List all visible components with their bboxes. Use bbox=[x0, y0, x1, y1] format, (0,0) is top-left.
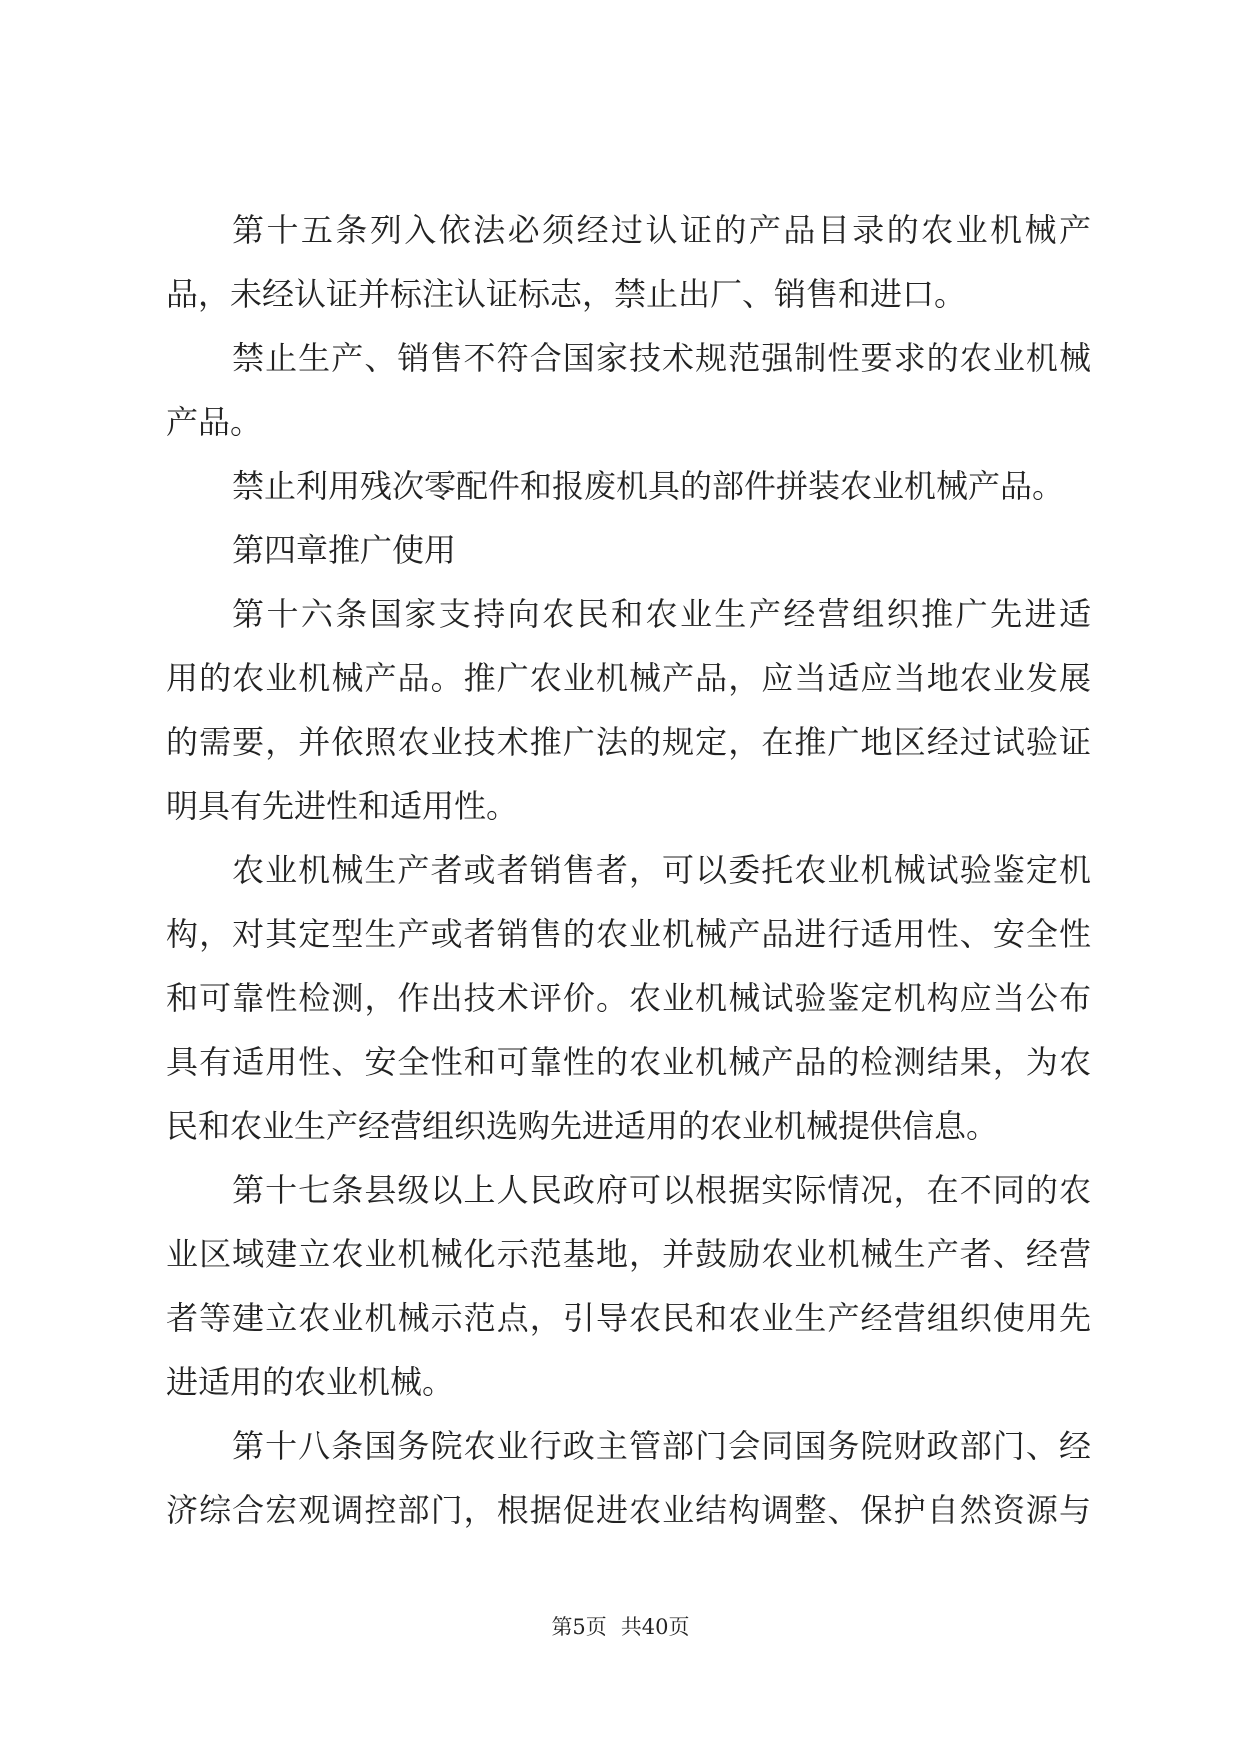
chapter-heading: 第四章推广使用 bbox=[232, 531, 457, 569]
total-pages: 共40页 bbox=[620, 1615, 690, 1639]
paragraph-line: 者等建立农业机械示范点，引导农民和农业生产经营组织使用先 bbox=[166, 1299, 1091, 1337]
paragraph-line: 第十五条列入依法必须经过认证的产品目录的农业机械产 bbox=[232, 211, 1091, 249]
paragraph-line: 具有适用性、安全性和可靠性的农业机械产品的检测结果，为农 bbox=[166, 1043, 1091, 1081]
paragraph-line: 济综合宏观调控部门，根据促进农业结构调整、保护自然资源与 bbox=[166, 1491, 1091, 1529]
paragraph-line: 第十七条县级以上人民政府可以根据实际情况，在不同的农 bbox=[232, 1171, 1091, 1209]
paragraph-line: 用的农业机械产品。推广农业机械产品，应当适应当地农业发展 bbox=[166, 659, 1091, 697]
paragraph-line: 民和农业生产经营组织选购先进适用的农业机械提供信息。 bbox=[166, 1107, 999, 1145]
paragraph-line: 业区域建立农业机械化示范基地，并鼓励农业机械生产者、经营 bbox=[166, 1235, 1091, 1273]
paragraph-line: 的需要，并依照农业技术推广法的规定，在推广地区经过试验证 bbox=[166, 723, 1091, 761]
paragraph-line: 品，未经认证并标注认证标志，禁止出厂、销售和进口。 bbox=[166, 275, 967, 313]
paragraph-line: 产品。 bbox=[166, 403, 263, 441]
paragraph-line: 禁止利用残次零配件和报废机具的部件拼装农业机械产品。 bbox=[232, 467, 1065, 505]
paragraph-line: 第十八条国务院农业行政主管部门会同国务院财政部门、经 bbox=[232, 1427, 1091, 1465]
page-number: 第5页 bbox=[551, 1615, 607, 1639]
paragraph-line: 禁止生产、销售不符合国家技术规范强制性要求的农业机械 bbox=[232, 339, 1091, 377]
paragraph-line: 构，对其定型生产或者销售的农业机械产品进行适用性、安全性 bbox=[166, 915, 1091, 953]
paragraph-line: 进适用的农业机械。 bbox=[166, 1363, 455, 1401]
paragraph-line: 明具有先进性和适用性。 bbox=[166, 787, 519, 825]
paragraph-line: 农业机械生产者或者销售者，可以委托农业机械试验鉴定机 bbox=[232, 851, 1091, 889]
page-footer bbox=[0, 1612, 1241, 1642]
paragraph-line: 和可靠性检测，作出技术评价。农业机械试验鉴定机构应当公布 bbox=[166, 979, 1091, 1017]
paragraph-line: 第十六条国家支持向农民和农业生产经营组织推广先进适 bbox=[232, 595, 1091, 633]
